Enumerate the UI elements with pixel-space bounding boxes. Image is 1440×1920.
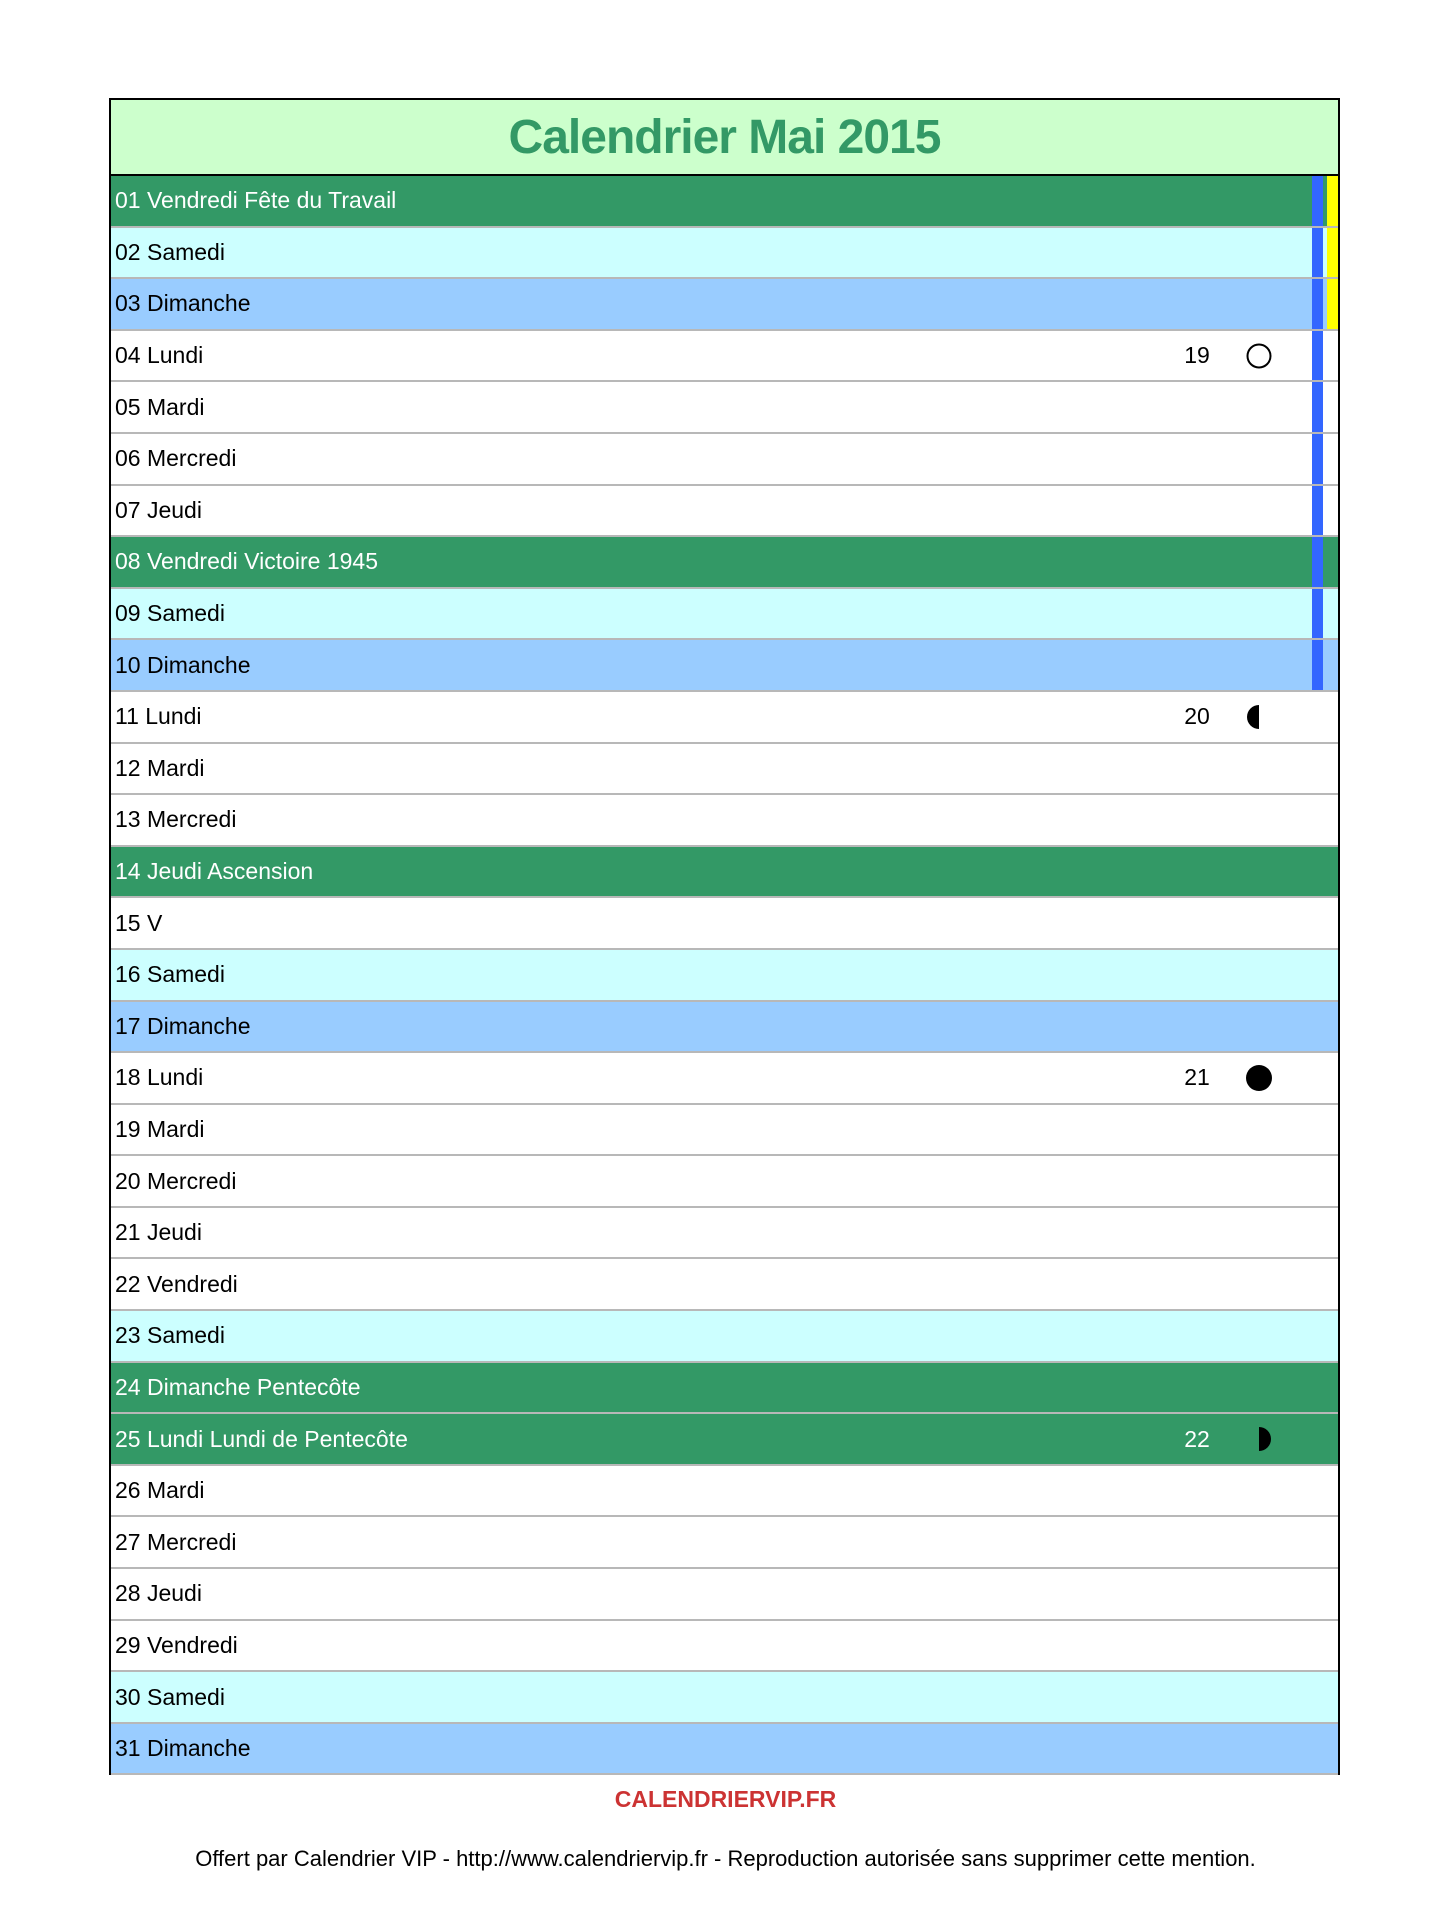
day-row: [111, 1621, 1338, 1673]
day-label: 10 Dimanche: [115, 651, 251, 678]
school-holiday-bar-zone-blue: [1312, 486, 1323, 536]
day-row: [111, 434, 1338, 486]
day-row: [111, 1363, 1338, 1415]
new-moon-icon: [1245, 1064, 1273, 1092]
day-label: 22 Vendredi: [115, 1270, 238, 1297]
school-holiday-bar-zone-blue: [1312, 640, 1323, 690]
school-holiday-bar-zone-blue: [1312, 537, 1323, 587]
day-label: 04 Lundi: [115, 342, 204, 369]
school-holiday-bar-zone-yellow: [1327, 279, 1338, 329]
day-row: [111, 744, 1338, 796]
day-label: 13 Mercredi: [115, 806, 237, 833]
school-holiday-bar-zone-blue: [1312, 279, 1323, 329]
first-quarter-moon-icon: [1245, 1425, 1273, 1453]
last-quarter-moon-icon: [1245, 703, 1273, 731]
day-row: [111, 1414, 1338, 1466]
day-label: 01 Vendredi Fête du Travail: [115, 187, 397, 214]
day-label: 31 Dimanche: [115, 1735, 251, 1762]
brand-link[interactable]: CALENDRIERVIP.FR: [614, 1786, 837, 1812]
day-row: [111, 1672, 1338, 1724]
day-label: 03 Dimanche: [115, 290, 251, 317]
day-row: [111, 795, 1338, 847]
day-row: [111, 176, 1338, 228]
day-row: [111, 228, 1338, 280]
day-label: 09 Samedi: [115, 600, 225, 627]
week-number: 21: [1184, 1064, 1210, 1091]
day-label: 21 Jeudi: [115, 1219, 202, 1246]
week-number: 22: [1184, 1425, 1210, 1452]
day-label: 26 Mardi: [115, 1477, 205, 1504]
school-holiday-bar-zone-blue: [1312, 228, 1323, 278]
day-row: [111, 1724, 1338, 1776]
day-row: [111, 847, 1338, 899]
day-label: 05 Mardi: [115, 393, 205, 420]
day-row: [111, 486, 1338, 538]
week-number: 20: [1184, 703, 1210, 730]
day-row: [111, 1156, 1338, 1208]
day-label: 25 Lundi Lundi de Pentecôte: [115, 1425, 408, 1452]
full-moon-icon: [1245, 342, 1273, 370]
day-label: 07 Jeudi: [115, 496, 202, 523]
day-row: [111, 331, 1338, 383]
day-row: [111, 1259, 1338, 1311]
day-row: [111, 1466, 1338, 1518]
day-label: 23 Samedi: [115, 1322, 225, 1349]
day-label: 18 Lundi: [115, 1064, 204, 1091]
day-label: 19 Mardi: [115, 1115, 205, 1142]
day-label: 12 Mardi: [115, 754, 205, 781]
day-row: [111, 279, 1338, 331]
page-title: Calendrier Mai 2015: [111, 100, 1338, 176]
school-holiday-bar-zone-yellow: [1327, 228, 1338, 278]
day-label: 17 Dimanche: [115, 1012, 251, 1039]
day-label: 28 Jeudi: [115, 1580, 202, 1607]
day-row: [111, 1208, 1338, 1260]
day-row: [111, 950, 1338, 1002]
day-label: 29 Vendredi: [115, 1631, 238, 1658]
school-holiday-bar-zone-blue: [1312, 382, 1323, 432]
school-holiday-bar-zone-blue: [1312, 176, 1323, 226]
day-row: [111, 1569, 1338, 1621]
day-row: [111, 1517, 1338, 1569]
day-row: [111, 537, 1338, 589]
day-row: [111, 1053, 1338, 1105]
day-row: [111, 589, 1338, 641]
day-label: 11 Lundi: [115, 703, 202, 730]
day-rows: [111, 176, 1338, 1775]
day-label: 27 Mercredi: [115, 1528, 237, 1555]
day-label: 14 Jeudi Ascension: [115, 858, 314, 885]
school-holiday-bar-zone-blue: [1312, 434, 1323, 484]
day-label: 24 Dimanche Pentecôte: [115, 1373, 361, 1400]
footer-notice: Offert par Calendrier VIP - http://www.calendriervip.fr - Reproduction autorisée sans supprimer cette mention.: [195, 1846, 1256, 1871]
school-holiday-bar-zone-yellow: [1327, 176, 1338, 226]
day-label: 15 V: [115, 909, 163, 936]
week-number: 19: [1184, 342, 1210, 369]
day-label: 16 Samedi: [115, 961, 225, 988]
day-row: [111, 382, 1338, 434]
day-row: [111, 898, 1338, 950]
day-row: [111, 692, 1338, 744]
day-label: 06 Mercredi: [115, 445, 237, 472]
school-holiday-bar-zone-blue: [1312, 589, 1323, 639]
day-label: 30 Samedi: [115, 1683, 225, 1710]
day-label: 08 Vendredi Victoire 1945: [115, 548, 378, 575]
day-label: 20 Mercredi: [115, 1167, 237, 1194]
day-row: [111, 640, 1338, 692]
day-row: [111, 1311, 1338, 1363]
school-holiday-bar-zone-blue: [1312, 331, 1323, 381]
calendar-table: [109, 98, 1340, 1775]
day-label: 02 Samedi: [115, 238, 225, 265]
day-row: [111, 1105, 1338, 1157]
day-row: [111, 1002, 1338, 1054]
